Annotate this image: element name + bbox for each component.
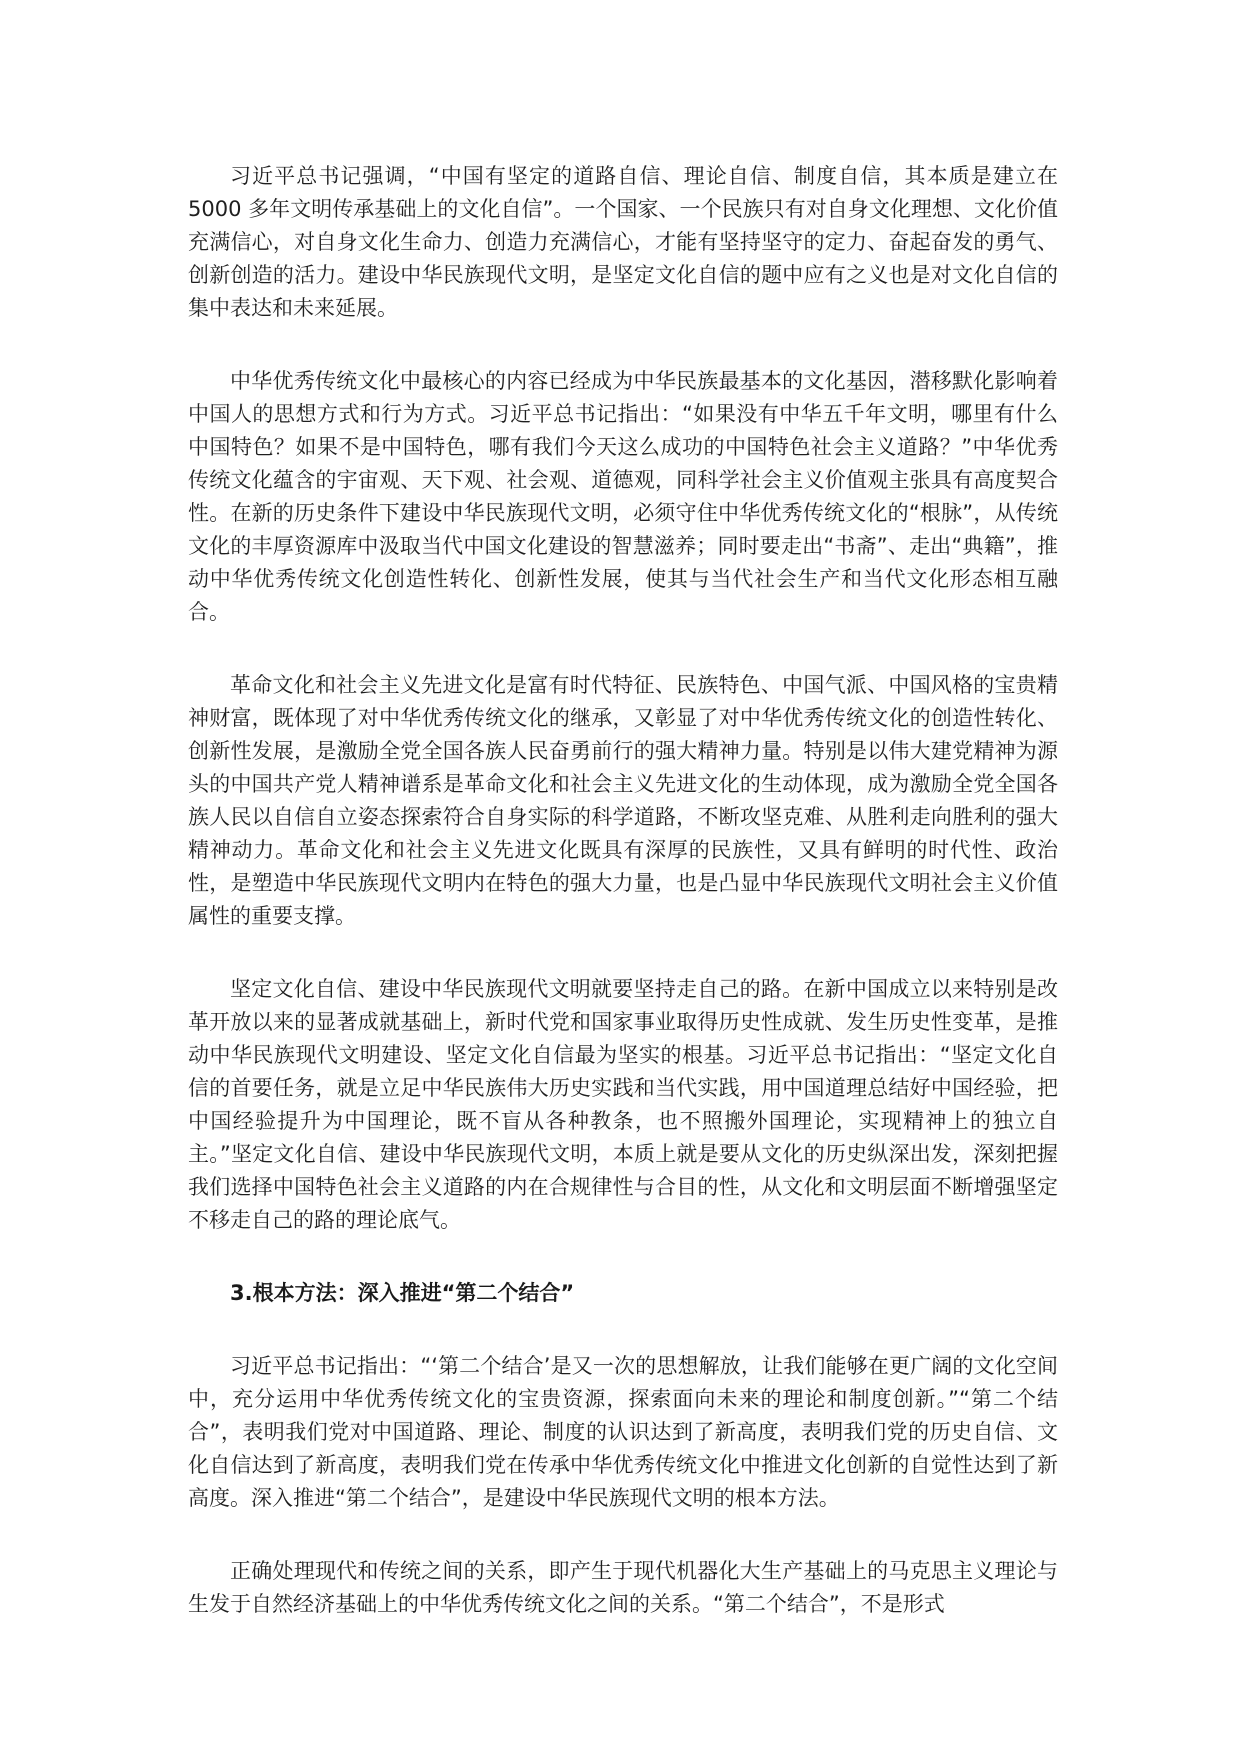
paragraph: 中华优秀传统文化中最核心的内容已经成为中华民族最基本的文化基因，潜移默化影响着中国人的思想方式和行为方式。习近平总书记指出：“如果没有中华五千年文明，哪里有什么中国特色？如果不是中国特色，哪有我们今天这么成功的中国特色社会主义道路？”中华优秀传统文化蕴含的宇宙观、天下观、社会观、道德观，同科学社会主义价值观主张具有高度契合性。在新的历史条件下建设中华民族现代文明，必须守住中华优秀传统文化的“根脉”，从传统文化的丰厚资源库中汲取当代中国文化建设的智慧滋养；同时要走出“书斋”、走出“典籍”，推动中华优秀传统文化创造性转化、创新性发展，使其与当代社会生产和当代文化形态相互融合。 [188, 369, 1058, 624]
section-heading: 3.根本方法：深入推进“第二个结合” [230, 1281, 575, 1305]
paragraph: 正确处理现代和传统之间的关系，即产生于现代机器化大生产基础上的马克思主义理论与生发于自然经济基础上的中华优秀传统文化之间的关系。“第二个结合”，不是形式 [188, 1559, 1058, 1616]
document-body [188, 160, 1058, 1661]
paragraph: 习近平总书记指出：“‘第二个结合’是又一次的思想解放，让我们能够在更广阔的文化空间中，充分运用中华优秀传统文化的宝贵资源，探索面向未来的理论和制度创新。”“第二个结合”，表明我们党对中国道路、理论、制度的认识达到了新高度，表明我们党的历史自信、文化自信达到了新高度，表明我们党在传承中华优秀传统文化中推进文化创新的自觉性达到了新高度。深入推进“第二个结合”，是建设中华民族现代文明的根本方法。 [188, 1354, 1058, 1510]
paragraph: 革命文化和社会主义先进文化是富有时代特征、民族特色、中国气派、中国风格的宝贵精神财富，既体现了对中华优秀传统文化的继承，又彰显了对中华优秀传统文化的创造性转化、创新性发展，是激励全党全国各族人民奋勇前行的强大精神力量。特别是以伟大建党精神为源头的中国共产党人精神谱系是革命文化和社会主义先进文化的生动体现，成为激励全党全国各族人民以自信自立姿态探索符合自身实际的科学道路，不断攻坚克难、从胜利走向胜利的强大精神动力。革命文化和社会主义先进文化既具有深厚的民族性，又具有鲜明的时代性、政治性，是塑造中华民族现代文明内在特色的强大力量，也是凸显中华民族现代文明社会主义价值属性的重要支撑。 [188, 673, 1058, 928]
paragraph: 坚定文化自信、建设中华民族现代文明就要坚持走自己的路。在新中国成立以来特别是改革开放以来的显著成就基础上，新时代党和国家事业取得历史性成就、发生历史性变革，是推动中华民族现代文明建设、坚定文化自信最为坚实的根基。习近平总书记指出：“坚定文化自信的首要任务，就是立足中华民族伟大历史实践和当代实践，用中国道理总结好中国经验，把中国经验提升为中国理论，既不盲从各种教条，也不照搬外国理论，实现精神上的独立自主。”坚定文化自信、建设中华民族现代文明，本质上就是要从文化的历史纵深出发，深刻把握我们选择中国特色社会主义道路的内在合规律性与合目的性，从文化和文明层面不断增强坚定不移走自己的路的理论底气。 [188, 977, 1058, 1232]
paragraph: 习近平总书记强调，“中国有坚定的道路自信、理论自信、制度自信，其本质是建立在 5000 多年文明传承基础上的文化自信”。一个国家、一个民族只有对自身文化理想、文化价值充满信心，对自身文化生命力、创造力充满信心，才能有坚持坚守的定力、奋起奋发的勇气、创新创造的活力。建设中华民族现代文明，是坚定文化自信的题中应有之义也是对文化自信的集中表达和未来延展。 [188, 164, 1058, 320]
